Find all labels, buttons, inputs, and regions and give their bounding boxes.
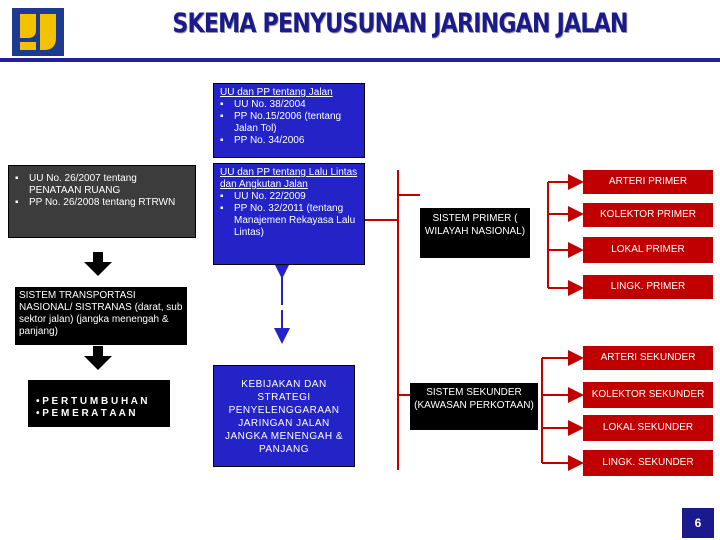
list-item: ▪ UU No. 26/2007 tentang PENATAAN RUANG	[15, 173, 189, 197]
list-item: ▪ UU No. 38/2004	[220, 99, 358, 111]
arteri-primer-box	[583, 170, 713, 194]
list-item: ▪ UU No. 22/2009	[220, 191, 358, 203]
lokal-sekunder-label: LOKAL SEKUNDER	[602, 422, 694, 433]
uu-llaj-heading: UU dan PP tentang Lalu Lintas dan Angkutan Jalan	[220, 167, 358, 190]
uu-llaj-list	[220, 191, 358, 239]
list-item: ▪ PP No. 32/2011 (tentang Manajemen Rekayasa Lalu Lintas)	[220, 203, 358, 239]
sistem-primer-text: SISTEM PRIMER ( WILAYAH NASIONAL)	[424, 213, 526, 237]
uu-jalan-list	[220, 99, 358, 147]
sistem-sekunder-text: SISTEM SEKUNDER (KAWASAN PERKOTAAN)	[414, 387, 534, 411]
list-item: ▪ PP No.15/2006 (tentang Jalan Tol)	[220, 111, 358, 135]
growth-item-2: • P E M E R A T A A N	[36, 408, 136, 419]
kebijakan-box	[213, 365, 355, 467]
lokal-primer-label: LOKAL PRIMER	[611, 244, 685, 255]
lingk-sekunder-box	[583, 450, 713, 476]
kolektor-sekunder-box	[583, 382, 713, 408]
list-item: ▪ PP No. 34/2006	[220, 135, 358, 147]
sistranas-text: SISTEM TRANSPORTASI NASIONAL/ SISTRANAS (darat, sub sektor jalan) (jangka menengah & panjang)	[19, 290, 183, 337]
rtrwn-box	[8, 165, 196, 238]
lingk-primer-box	[583, 275, 713, 299]
kolektor-primer-box	[583, 203, 713, 227]
arteri-sekunder-box	[583, 346, 713, 370]
page-title: SKEMA PENYUSUNAN JARINGAN JALAN	[172, 8, 628, 39]
page-number-box	[682, 508, 714, 538]
lokal-sekunder-box	[583, 415, 713, 441]
sistem-primer-box	[420, 208, 530, 258]
growth-item-1: • P E R T U M B U H A N	[36, 396, 148, 407]
arteri-sekunder-label: ARTERI SEKUNDER	[600, 352, 696, 363]
uu-jalan-box	[213, 83, 365, 158]
kolektor-sekunder-label: KOLEKTOR SEKUNDER	[591, 389, 705, 400]
sistranas-box	[15, 287, 187, 345]
sistem-sekunder-box	[410, 383, 538, 430]
uu-jalan-heading: UU dan PP tentang Jalan	[220, 87, 333, 98]
list-item: ▪ PP No. 26/2008 tentang RTRWN	[15, 197, 189, 209]
arteri-primer-label: ARTERI PRIMER	[608, 176, 688, 187]
uu-llaj-box	[213, 163, 365, 265]
rtrwn-list	[15, 173, 189, 209]
lingk-primer-label: LINGK. PRIMER	[610, 281, 686, 292]
page-number: 6	[694, 516, 702, 530]
lokal-primer-box	[583, 237, 713, 263]
kolektor-primer-label: KOLEKTOR PRIMER	[600, 209, 696, 220]
lingk-sekunder-label: LINGK. SEKUNDER	[602, 457, 694, 468]
growth-box	[28, 380, 170, 427]
kebijakan-text: KEBIJAKAN DAN STRATEGI PENYELENGGARAAN JARINGAN JALAN JANGKA MENENGAH & PANJANG	[225, 379, 343, 455]
